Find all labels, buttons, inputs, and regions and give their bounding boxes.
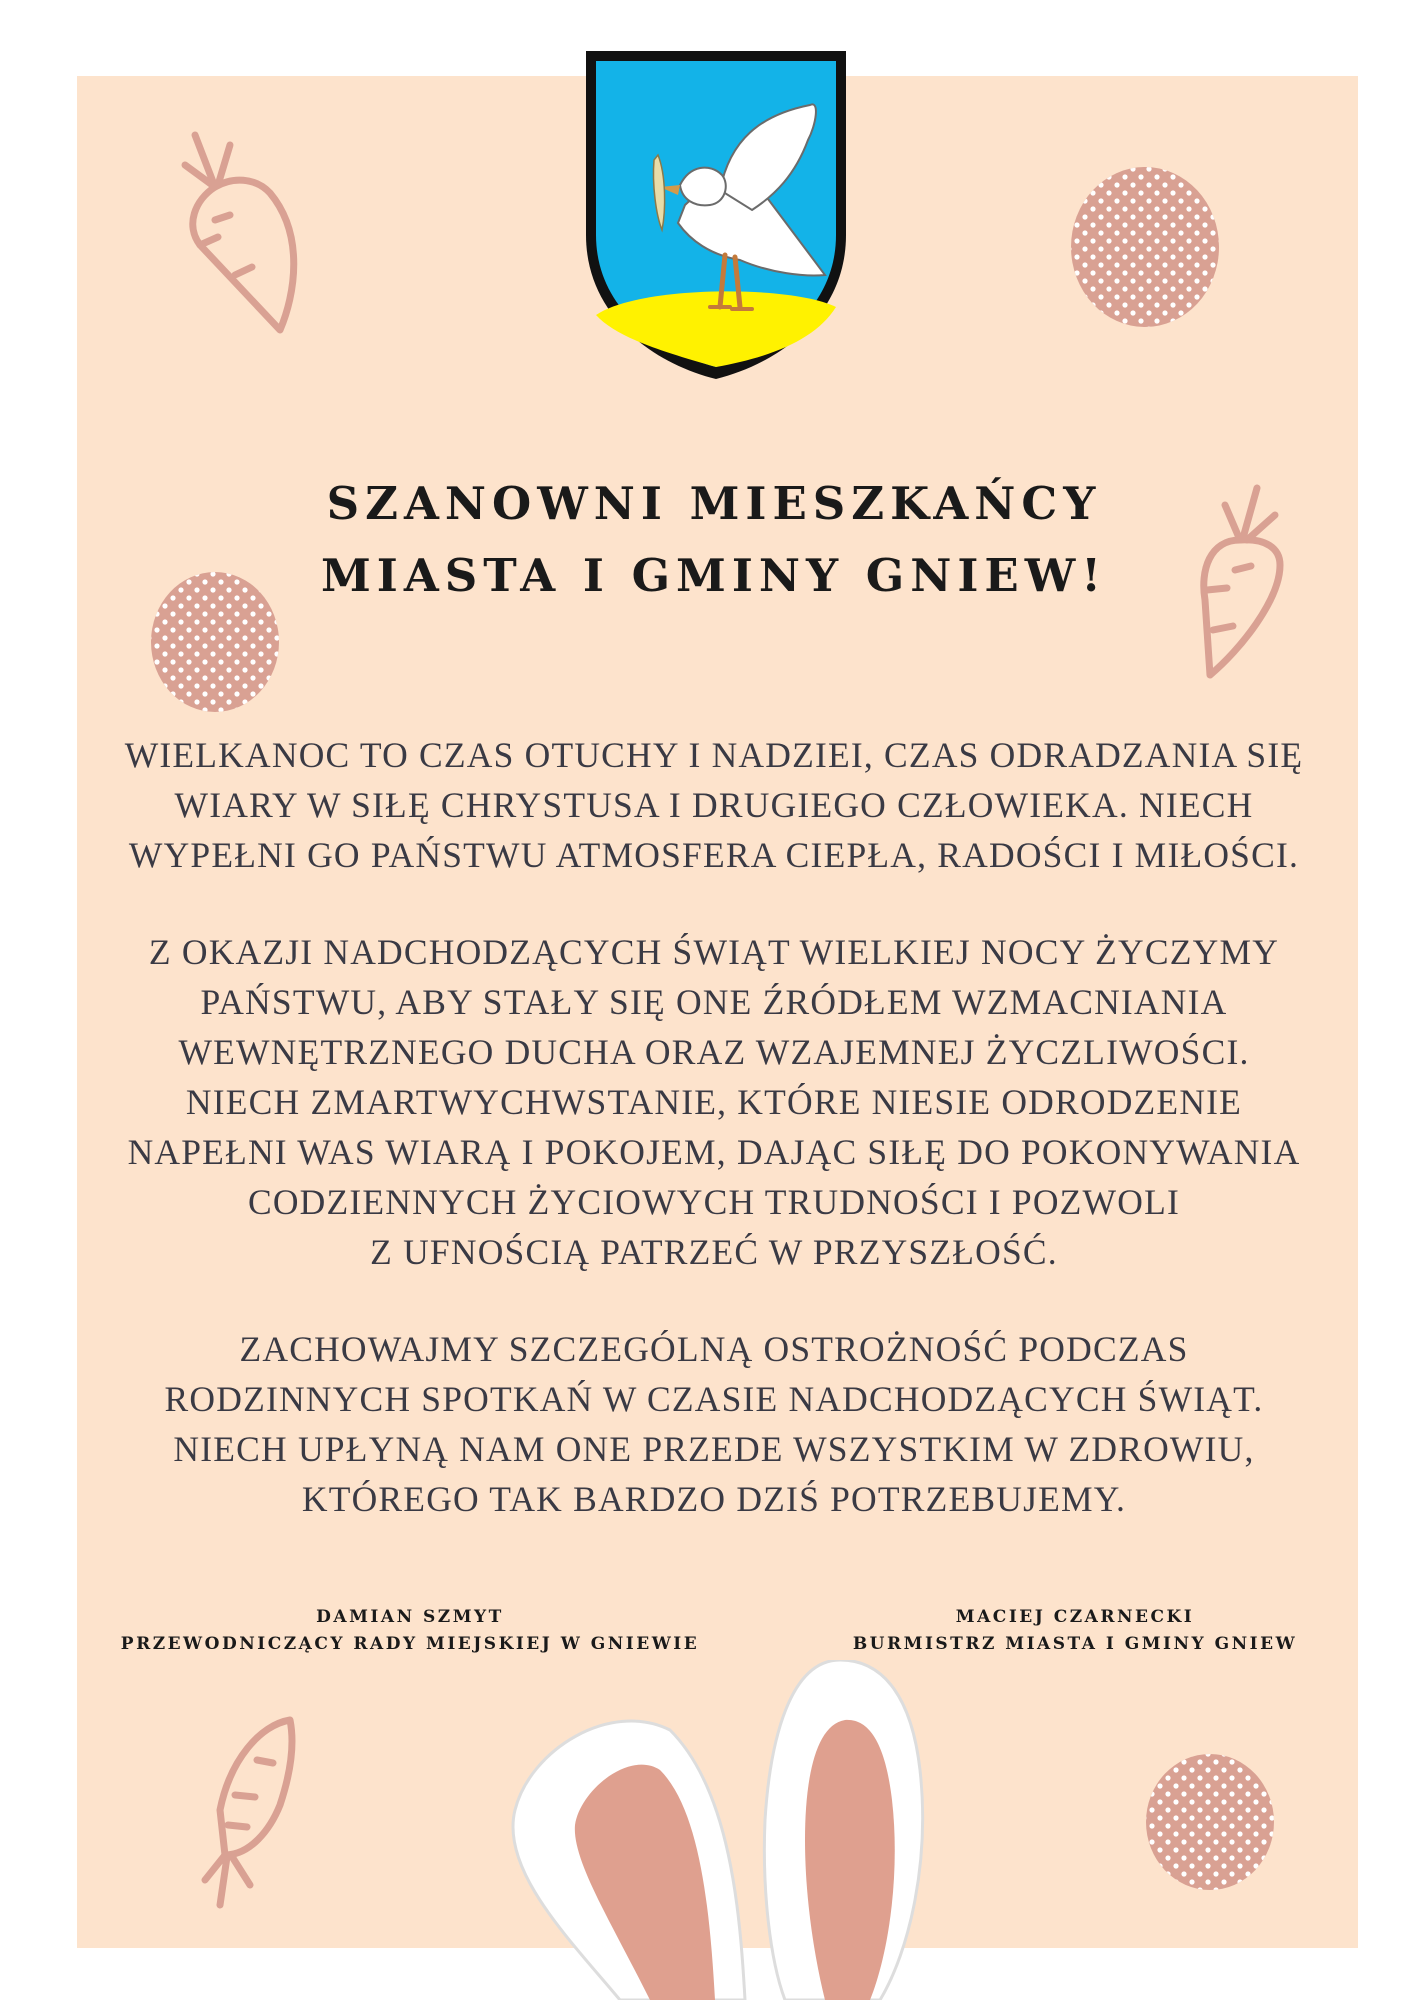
signature-right — [820, 1604, 1330, 1658]
text-line: PAŃSTWU, ABY STAŁY SIĘ ONE ŹRÓDŁEM WZMACNIANIA — [200, 982, 1228, 1022]
easter-egg-icon — [1065, 165, 1225, 330]
signature-role: PRZEWODNICZĄCY RADY MIEJSKIEJ W GNIEWIE — [120, 1634, 700, 1654]
greeting-paragraph-1 — [100, 730, 1328, 880]
text-line: CODZIENNYCH ŻYCIOWYCH TRUDNOŚCI I POZWOLI — [247, 1182, 1181, 1222]
text-line: Z UFNOŚCIĄ PATRZEĆ W PRZYSZŁOŚĆ. — [370, 1232, 1058, 1272]
title-line: MIASTA I GMINY GNIEW! — [320, 549, 1107, 602]
signature-name: DAMIAN SZMYT — [316, 1607, 504, 1627]
carrot-icon — [160, 125, 320, 345]
greeting-paragraph-2 — [100, 927, 1328, 1277]
text-line: ZACHOWAJMY SZCZEGÓLNĄ OSTROŻNOŚĆ PODCZAS — [239, 1329, 1189, 1369]
text-line: WEWNĘTRZNEGO DUCHA ORAZ WZAJEMNEJ ŻYCZLIWOŚCI. — [178, 1032, 1250, 1072]
title-line: SZANOWNI MIESZKAŃCY — [326, 477, 1102, 530]
signature-name: MACIEJ CZARNECKI — [955, 1607, 1195, 1627]
text-line: Z OKAZJI NADCHODZĄCYCH ŚWIĄT WIELKIEJ NOCY ŻYCZYMY — [148, 932, 1280, 972]
easter-egg-icon — [1140, 1750, 1280, 1895]
text-line: WIARY W SIŁĘ CHRYSTUSA I DRUGIEGO CZŁOWIEKA. NIECH — [174, 785, 1254, 825]
text-line: WIELKANOC TO CZAS OTUCHY I NADZIEI, CZAS ODRADZANIA SIĘ — [124, 735, 1304, 775]
text-line: NAPEŁNI WAS WIARĄ I POKOJEM, DAJĄC SIŁĘ DO POKONYWANIA — [127, 1132, 1301, 1172]
greeting-paragraph-3 — [100, 1324, 1328, 1524]
coat-of-arms-icon — [580, 45, 852, 385]
carrot-icon — [195, 1715, 315, 1915]
bunny-ears-icon — [500, 1660, 960, 2000]
signature-left — [100, 1604, 720, 1658]
text-line: NIECH ZMARTWYCHWSTANIE, KTÓRE NIESIE ODRODZENIE — [185, 1082, 1243, 1122]
signature-role: BURMISTRZ MIASTA I GMINY GNIEW — [852, 1634, 1298, 1654]
text-line: WYPEŁNI GO PAŃSTWU ATMOSFERA CIEPŁA, RADOŚCI I MIŁOŚCI. — [128, 835, 1300, 875]
text-line: RODZINNYCH SPOTKAŃ W CZASIE NADCHODZĄCYCH ŚWIĄT. — [164, 1379, 1264, 1419]
text-line: KTÓREGO TAK BARDZO DZIŚ POTRZEBUJEMY. — [301, 1479, 1127, 1519]
text-line: NIECH UPŁYNĄ NAM ONE PRZEDE WSZYSTKIM W ZDROWIU, — [173, 1429, 1255, 1469]
page-title — [0, 468, 1428, 612]
